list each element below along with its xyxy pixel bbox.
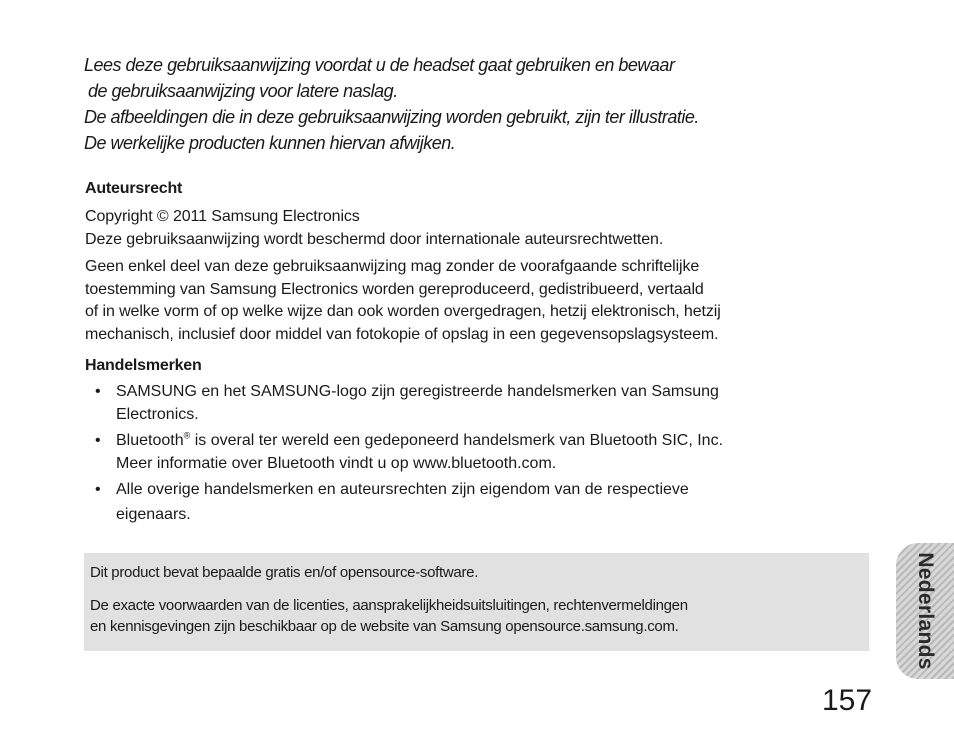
trademarks-heading: Handelsmerken: [85, 357, 202, 374]
list-item-line: Electronics.: [116, 405, 199, 423]
list-item-line: eigenaars.: [116, 505, 191, 523]
list-item: [85, 479, 875, 526]
page-number: 157: [822, 684, 873, 717]
notice-line: Dit product bevat bepaalde gratis en/of opensource-software.: [90, 564, 479, 581]
intro-line: De werkelijke producten kunnen hiervan afwijken.: [84, 133, 456, 153]
intro-line: De afbeeldingen die in deze gebruiksaanwijzing worden gebruikt, zijn ter illustratie.: [84, 107, 699, 127]
list-item-line: Alle overige handelsmerken en auteursrechten zijn eigendom van de respectieve: [116, 481, 689, 498]
copyright-line: Copyright © 2011 Samsung Electronics: [85, 208, 360, 225]
list-item-text: is overal ter wereld een gedeponeerd handelsmerk van Bluetooth SIC, Inc.: [190, 432, 724, 449]
list-item: [85, 381, 875, 426]
intro-line: de gebruiksaanwijzing voor latere naslag.: [88, 81, 398, 101]
reproduction-line: toestemming van Samsung Electronics worden gereproduceerd, gedistribueerd, vertaald: [85, 280, 704, 298]
reproduction-paragraph: [85, 256, 875, 346]
trademarks-list: [85, 381, 875, 530]
bullet-icon: •: [95, 481, 101, 498]
bullet-icon: •: [95, 383, 101, 400]
list-item-line: Meer informatie over Bluetooth vindt u op www.bluetooth.com.: [116, 454, 557, 472]
reproduction-line: Geen enkel deel van deze gebruiksaanwijzing mag zonder de voorafgaande schriftelijke: [85, 258, 700, 275]
reproduction-line: mechanisch, inclusief door middel van fotokopie of opslag in een gegevensopslagsysteem.: [85, 325, 719, 343]
copyright-heading: Auteursrecht: [85, 180, 183, 197]
intro-line: Lees deze gebruiksaanwijzing voordat u de headset gaat gebruiken en bewaar: [84, 55, 675, 75]
registered-mark: ®: [183, 430, 191, 441]
language-tab-label: Nederlands: [914, 552, 937, 670]
bluetooth-word: Bluetooth: [116, 432, 184, 449]
notice-line: en kennisgevingen zijn beschikbaar op de website van Samsung opensource.samsung.com.: [90, 618, 679, 635]
copyright-line: Deze gebruiksaanwijzing wordt beschermd door internationale auteursrechtwetten.: [85, 230, 664, 248]
list-item: [85, 430, 875, 475]
language-tab: [896, 543, 954, 679]
notice-line: De exacte voorwaarden van de licenties, aansprakelijkheidsuitsluitingen, rechtenvermeldingen: [90, 596, 688, 614]
opensource-notice-box: [84, 553, 869, 651]
copyright-paragraph: [85, 206, 875, 251]
intro-note: [84, 52, 844, 156]
reproduction-line: of in welke vorm of op welke wijze dan ook worden overgedragen, hetzij elektronisch, hetzij: [85, 303, 721, 320]
list-item-line: SAMSUNG en het SAMSUNG-logo zijn geregistreerde handelsmerken van Samsung: [116, 383, 719, 400]
list-item-line: [116, 430, 875, 453]
bullet-icon: •: [95, 432, 101, 449]
